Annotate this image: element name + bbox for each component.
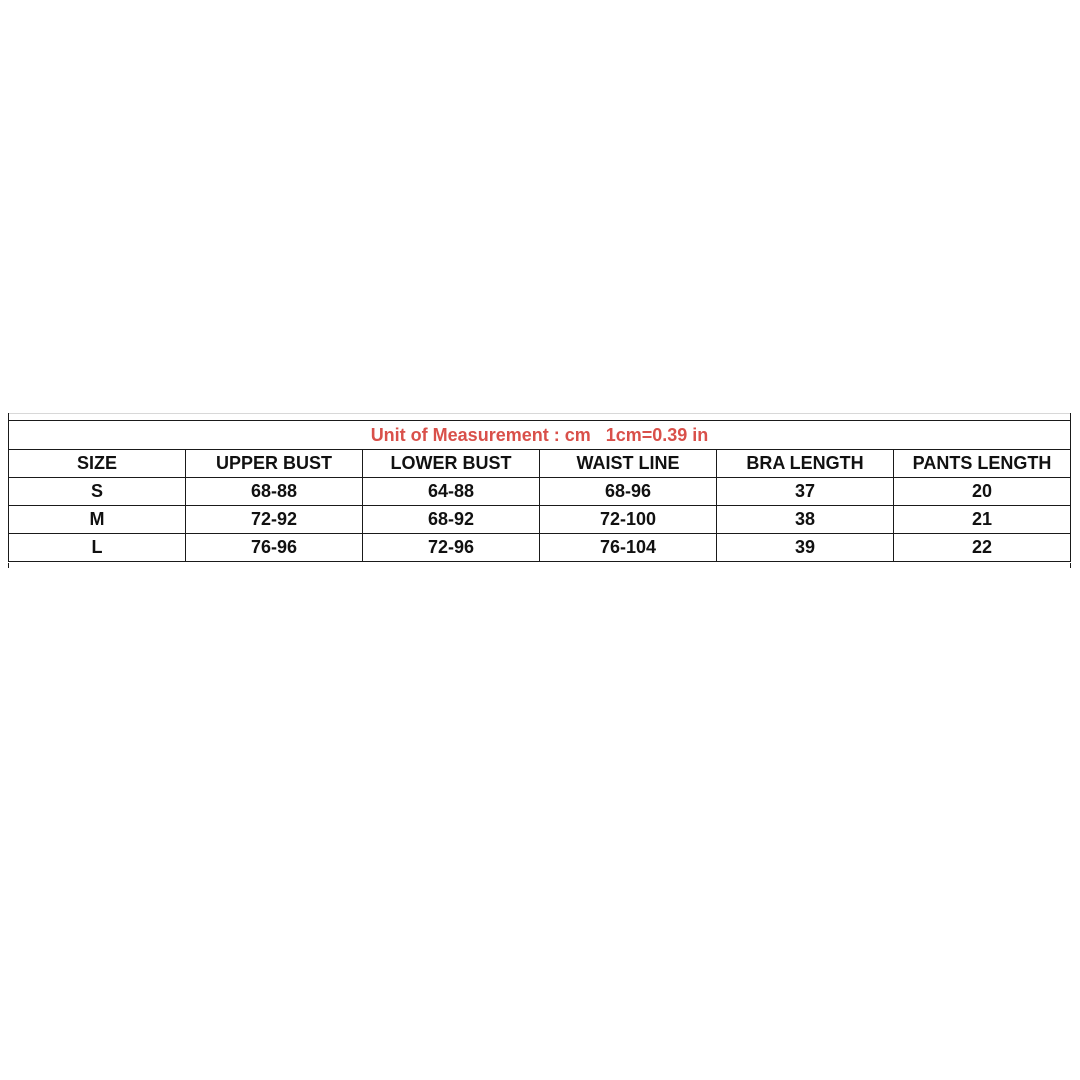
cell-lower-bust: 72-96 [363,534,540,562]
cell-lower-bust: 68-92 [363,506,540,534]
cell-waist-line: 68-96 [540,478,717,506]
cell-size: M [9,506,186,534]
cell-pants-length: 21 [894,506,1071,534]
header-lower-bust: LOWER BUST [363,450,540,478]
table-row [9,506,1071,534]
cell-pants-length: 22 [894,534,1071,562]
cell-size: L [9,534,186,562]
cell-upper-bust: 72-92 [186,506,363,534]
header-size: SIZE [9,450,186,478]
cell-waist-line: 76-104 [540,534,717,562]
cell-bra-length: 37 [717,478,894,506]
caption-row [9,421,1071,450]
cell-size: S [9,478,186,506]
size-chart-table [8,420,1071,562]
table-row [9,478,1071,506]
header-upper-bust: UPPER BUST [186,450,363,478]
cell-lower-bust: 64-88 [363,478,540,506]
cell-waist-line: 72-100 [540,506,717,534]
cell-upper-bust: 68-88 [186,478,363,506]
cell-pants-length: 20 [894,478,1071,506]
header-bra-length: BRA LENGTH [717,450,894,478]
top-rule [8,413,1071,414]
cell-bra-length: 38 [717,506,894,534]
table-bottom-tail-right [1070,563,1071,568]
measurement-unit-caption: Unit of Measurement : cm 1cm=0.39 in [9,421,1071,450]
header-row [9,450,1071,478]
table-row [9,534,1071,562]
table-bottom-tail-left [8,563,9,568]
header-waist-line: WAIST LINE [540,450,717,478]
header-pants-length: PANTS LENGTH [894,450,1071,478]
cell-bra-length: 39 [717,534,894,562]
cell-upper-bust: 76-96 [186,534,363,562]
